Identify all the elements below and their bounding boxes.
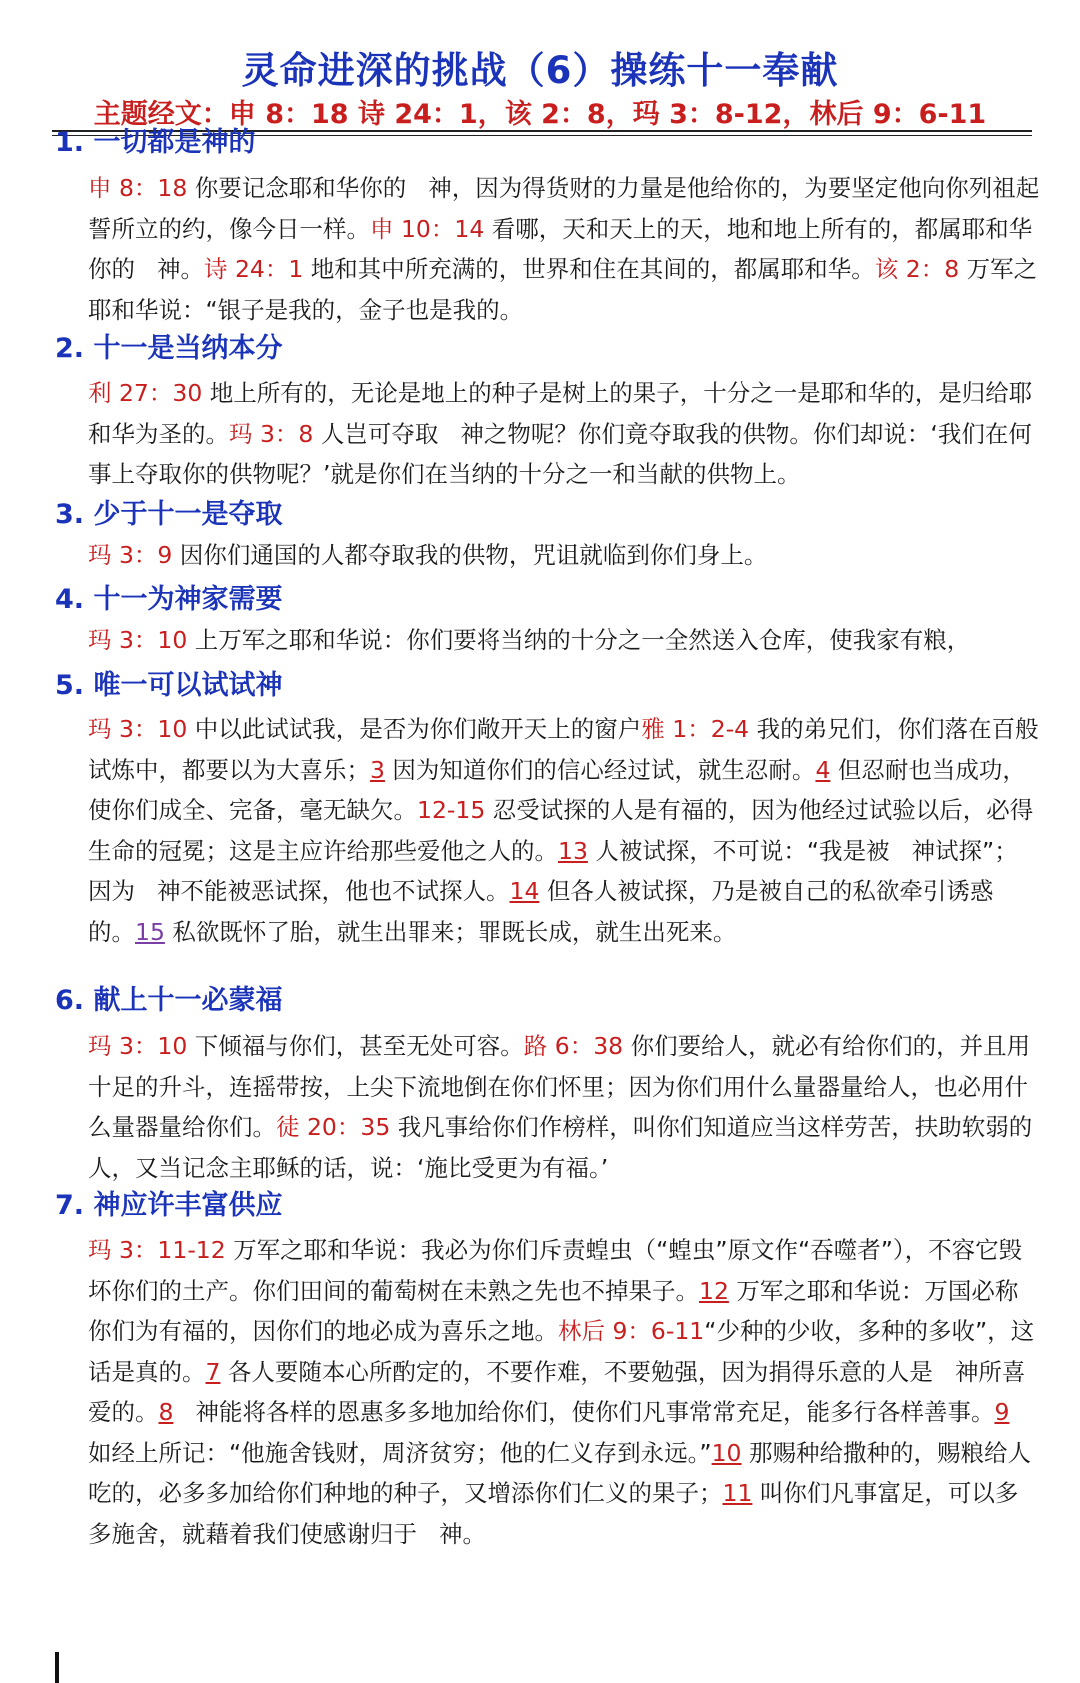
- scripture-text: 私欲既怀了胎，就生出罪来；罪既长成，就生出死来。: [164, 917, 737, 946]
- scripture-reference: 诗 24：1: [204, 255, 311, 283]
- scripture-reference: 该 2：8: [874, 255, 967, 283]
- scripture-reference: 玛 3：10: [88, 626, 195, 654]
- scripture-reference: 玛 3：11-12: [88, 1236, 234, 1264]
- scripture-text: 我的弟兄们，你们落在百般试炼中，都要以为大喜乐；: [88, 715, 1039, 784]
- section-heading: 3. 少于十一是夺取: [55, 499, 283, 530]
- scripture-text: 神。: [439, 1519, 486, 1548]
- section-heading: 4. 十一为神家需要: [55, 584, 283, 615]
- scripture-text: 叫你们凡事富足，可以多多施舍，就藉着我们使感谢归于: [88, 1479, 1019, 1548]
- scripture-text: 地和其中所充满的，世界和住在其间的，都属耶和华。: [310, 255, 875, 283]
- scripture-reference: 申 8：18: [88, 174, 195, 202]
- verse-number: 4: [815, 755, 831, 784]
- scripture-text: 万军之耶和华说：万国必称你们为有福的，因你们的地必成为喜乐之地。: [88, 1276, 1019, 1345]
- scripture-text: 中以此试试我，是否为你们敞开天上的窗户: [194, 715, 642, 743]
- scripture-text: 神试探”；因为: [88, 836, 1018, 905]
- verse-number: 10: [711, 1438, 742, 1467]
- verse-number: 7: [205, 1357, 221, 1386]
- scripture-text: 神所喜爱的。: [88, 1357, 1026, 1426]
- scripture-text: 忍受试探的人是有福的，因为他经过试验以后，必得生命的冠冕；这是主应许给那些爱他之人的。: [88, 796, 1034, 865]
- verse-number: 11: [722, 1479, 753, 1507]
- scripture-text: 人被试探，不可说：“我是被: [587, 836, 890, 865]
- scripture-text: 神能将各样的恩惠多多地加给你们，使你们凡事常常充足，能多行各样善事。: [195, 1398, 995, 1426]
- scripture-text: 因你们通国的人都夺取我的供物，咒诅就临到你们身上。: [179, 541, 768, 569]
- scripture-reference: 申 10：14: [370, 214, 492, 243]
- scripture-reference: 玛 3：10: [88, 1032, 195, 1060]
- section-body: [88, 373, 1040, 495]
- scripture-text: 人岂可夺取: [320, 419, 439, 448]
- section-heading: 7. 神应许丰富供应: [55, 1190, 283, 1221]
- section-body: [88, 535, 1040, 576]
- scripture-reference: 路 6：38: [523, 1032, 631, 1060]
- scripture-text: 神不能被恶试探，他也不试探人。: [157, 877, 510, 905]
- scripture-text: 万军之耶和华说：我必为你们斥责蝗虫（“蝗虫”原文作“吞噬者”），不容它毁坏你们的土产。你们田间的葡萄树在未熟之先也不掉果子。: [88, 1236, 1023, 1305]
- section-heading: 2. 十一是当纳本分: [55, 333, 283, 364]
- section-body: [88, 1026, 1040, 1188]
- page-title: 灵命进深的挑战（6）操练十一奉献: [241, 49, 839, 92]
- theme-scriptures: 主题经文：申 8：18 诗 24：1，该 2：8，玛 3：8-12，林后 9：6-11: [93, 99, 987, 130]
- scripture-text: 下倾福与你们，甚至无处可容。: [194, 1032, 524, 1060]
- scripture-text: 上万军之耶和华说：你们要将当纳的十分之一全然送入仓库，使我家有粮，: [194, 626, 971, 654]
- scripture-text: “少种的少收，多种的多收”，这话是真的。: [88, 1317, 1035, 1386]
- scripture-reference: 玛 3：9: [88, 541, 180, 569]
- scripture-text: 如经上所记：“他施舍钱财，周济贫穷；他的仁义存到永远。”: [88, 1438, 712, 1467]
- verse-number: 9: [994, 1398, 1010, 1426]
- scripture-text: 那赐种给撒种的，赐粮给人吃的，必多多加给你们种地的种子，又增添你们仁义的果子；: [88, 1438, 1031, 1507]
- scripture-text: 神之物呢？你们竟夺取我的供物。你们却说：‘我们在何事上夺取你的供物呢？’就是你们在当纳的十分之一和当献的供物上。: [88, 419, 1032, 488]
- scripture-reference: 12-15: [417, 796, 493, 824]
- scripture-text: 看哪，天和天上的天，地和地上所有的，都属耶和华你的: [88, 214, 1033, 283]
- section-body: [88, 1230, 1040, 1554]
- scripture-text: 各人要随本心所酌定的，不要作难，不要勉强，因为捐得乐意的人是: [220, 1357, 933, 1386]
- section-heading: 6. 献上十一必蒙福: [55, 985, 283, 1016]
- verse-number: 12: [699, 1276, 729, 1305]
- verse-number: 8: [158, 1398, 174, 1426]
- scripture-reference: 徒 20：35: [276, 1113, 398, 1141]
- text-cursor: [55, 1652, 59, 1683]
- scripture-reference: 林后 9：6-11: [558, 1317, 705, 1345]
- verse-number: 15: [135, 917, 165, 946]
- scripture-text: 地上所有的，无论是地上的种子是树上的果子，十分之一是耶和华的，是归给耶和华为圣的。: [88, 379, 1033, 448]
- scripture-text: 神，因为得货财的力量是他给你的，为要坚定他向你列祖起誓所立的约，像今日一样。: [88, 174, 1040, 243]
- scripture-text: 但忍耐也当成功，使你们成全、完备，毫无缺欠。: [88, 755, 1026, 824]
- section-body: [88, 709, 1040, 952]
- scripture-reference: 玛 3：8: [229, 419, 321, 448]
- scripture-text: 我凡事给你们作榜样，叫你们知道应当这样劳苦，扶助软弱的人，又当记念主耶稣的话，说：‘施比受更为有福。’: [88, 1113, 1033, 1182]
- scripture-text: 因为知道你们的信心经过试，就生忍耐。: [384, 755, 816, 784]
- scripture-text: 万军之耶和华说：“银子是我的，金子也是我的。: [88, 255, 1038, 324]
- scripture-text: 你们要给人，就必有给你们的，并且用十足的升斗，连摇带按，上尖下流地倒在你们怀里；因为你们用什么量器量给人，也必用什么量器量给你们。: [88, 1032, 1031, 1141]
- verse-number: 14: [509, 877, 540, 905]
- verse-number: 3: [370, 755, 385, 784]
- section-heading: 1. 一切都是神的: [55, 127, 256, 158]
- scripture-text: 神。: [157, 255, 204, 283]
- scripture-text: 你要记念耶和华你的: [194, 174, 407, 202]
- scripture-reference: 利 27：30: [88, 379, 210, 407]
- scripture-text: 但各人被试探，乃是被自己的私欲牵引诱惑的。: [88, 877, 994, 946]
- verse-number: 13: [558, 836, 588, 865]
- section-body: [88, 620, 1040, 661]
- section-body: [88, 168, 1040, 330]
- scripture-reference: 玛 3：10: [88, 715, 195, 743]
- scripture-reference: 雅 1：2-4: [641, 715, 757, 743]
- section-heading: 5. 唯一可以试试神: [55, 670, 283, 701]
